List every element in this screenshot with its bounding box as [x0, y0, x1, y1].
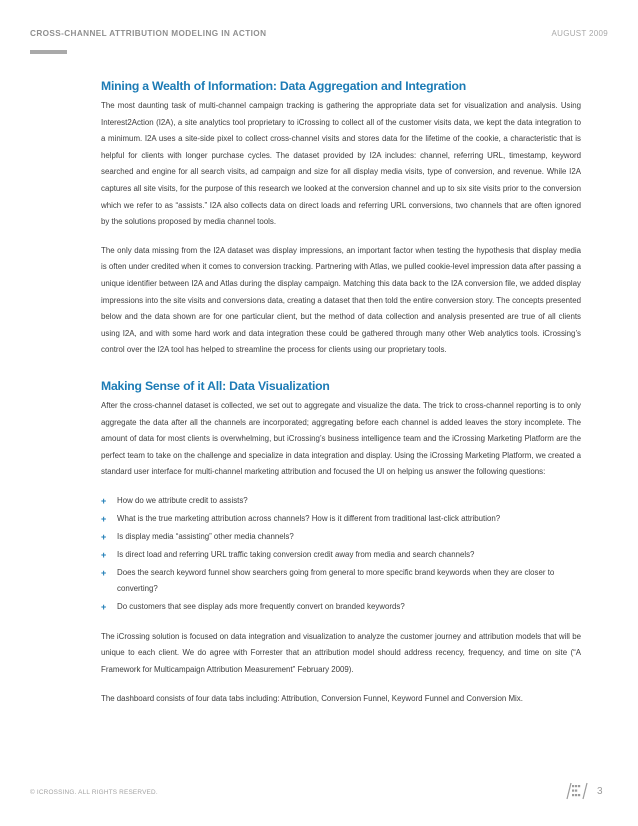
plus-bullet-icon: +	[101, 567, 107, 578]
footer-copyright: © ICROSSING. ALL RIGHTS RESERVED.	[30, 789, 158, 796]
page-number: 3	[597, 786, 603, 797]
list-item-text: Is direct load and referring URL traffic taking conversion credit away from media and search channels?	[117, 549, 475, 559]
icrossing-logo-icon	[562, 782, 592, 800]
paragraph: After the cross-channel dataset is collected, we set out to aggregate and visualize the data. The trick to cross-channel reporting is to only aggregate the data after all the channels are incorporated; aggregating before each channel is added leaves the story incomplete. The amount of data for most clients is overwhelming, but iCrossing’s business intelligence team and the iCrossing Marketing Platform are the perfect team to take on the challenge and specialize in data integration and display. Using the iCrossing Marketing Platform, we created a standard user interface for multi-channel marketing attribution and focused the UI on helping us answer the following questions:	[101, 400, 581, 477]
list-item-text: How do we attribute credit to assists?	[117, 495, 248, 505]
plus-bullet-icon: +	[101, 531, 107, 542]
list-item	[101, 493, 581, 509]
section-heading: Mining a Wealth of Information: Data Aggregation and Integration	[101, 79, 467, 93]
running-header-date: AUGUST 2009	[551, 29, 608, 38]
list-item	[101, 529, 581, 545]
list-item-text: Do customers that see display ads more frequently convert on branded keywords?	[117, 601, 405, 611]
running-header-title: CROSS-CHANNEL ATTRIBUTION MODELING IN ACTION	[30, 29, 267, 38]
section-heading: Making Sense of it All: Data Visualization	[101, 378, 330, 393]
paragraph: The iCrossing solution is focused on data integration and visualization to analyze the customer journey and attribution models that will be unique to each client. We do agree with Forrester that an attribution model should address recency, frequency, and time on site (“A Framework for Multicampaign Attribution Measurement” February 2009).	[101, 631, 581, 675]
section-data-aggregation	[101, 79, 581, 359]
paragraph: The dashboard consists of four data tabs including: Attribution, Conversion Funnel, Keyword Funnel and Conversion Mix.	[101, 693, 523, 703]
list-item	[101, 599, 581, 615]
paragraph: The only data missing from the I2A dataset was display impressions, an important factor when testing the hypothesis that display media is often under credited when it comes to conversion tracking. Partnering with Atlas, we pulled cookie-level impression data after passing a unique identifier between I2A and Atlas during the display campaign. Matching this data back to the I2A conversion file, we added display impressions into the site visits and conversions data, creating a dataset that then told the entire conversion story. The concepts presented below and the data shown are for one particular client, but the method of data collection and analysis presented are true of all clients using I2A, and with some hard work and data integration these could be gathered through many other Web analytics tools. iCrossing’s control over the I2A tool has helped to streamline the process for clients using our proprietary tools.	[101, 245, 581, 355]
list-item-text: Does the search keyword funnel show searchers going from general to more specific brand keywords when they are closer to converting?	[117, 567, 555, 593]
list-item-text: What is the true marketing attribution across channels? How is it different from traditional last-click attribution?	[117, 513, 501, 523]
paragraph: The most daunting task of multi-channel campaign tracking is gathering the appropriate data set for visualization and analysis. Using Interest2Action (I2A), a site analytics tool proprietary to iCrossing to collect all of the customer visits data, we kept the data integration to a minimum. I2A uses a site-side pixel to collect cross-channel visits and stores data for the lifetime of the cookie, a characteristic that is helpful for clients with longer purchase cycles. The dataset provided by I2A includes: channel, referring URL, timestamp, keyword searched and engine for all search visits, ad campaign and size for all display media visits, type of conversion, and revenue. While I2A captures all site visits, for the purpose of this research we looked at the conversion channel and up to six site visits prior to the conversion which we refer to as “assists.” I2A also collects data on direct loads and referring URL conversions, two channels that are often ignored by the solutions proposed by media channel tools.	[101, 101, 581, 227]
list-item	[101, 547, 581, 563]
plus-bullet-icon: +	[101, 601, 107, 612]
question-list	[101, 493, 581, 615]
plus-bullet-icon: +	[101, 549, 107, 560]
plus-bullet-icon: +	[101, 513, 107, 524]
page-content	[101, 79, 581, 719]
list-item	[101, 565, 581, 597]
list-item	[101, 511, 581, 527]
header-rule	[30, 50, 67, 54]
section-data-visualization	[101, 379, 581, 707]
plus-bullet-icon: +	[101, 495, 107, 506]
list-item-text: Is display media “assisting” other media channels?	[117, 531, 294, 541]
